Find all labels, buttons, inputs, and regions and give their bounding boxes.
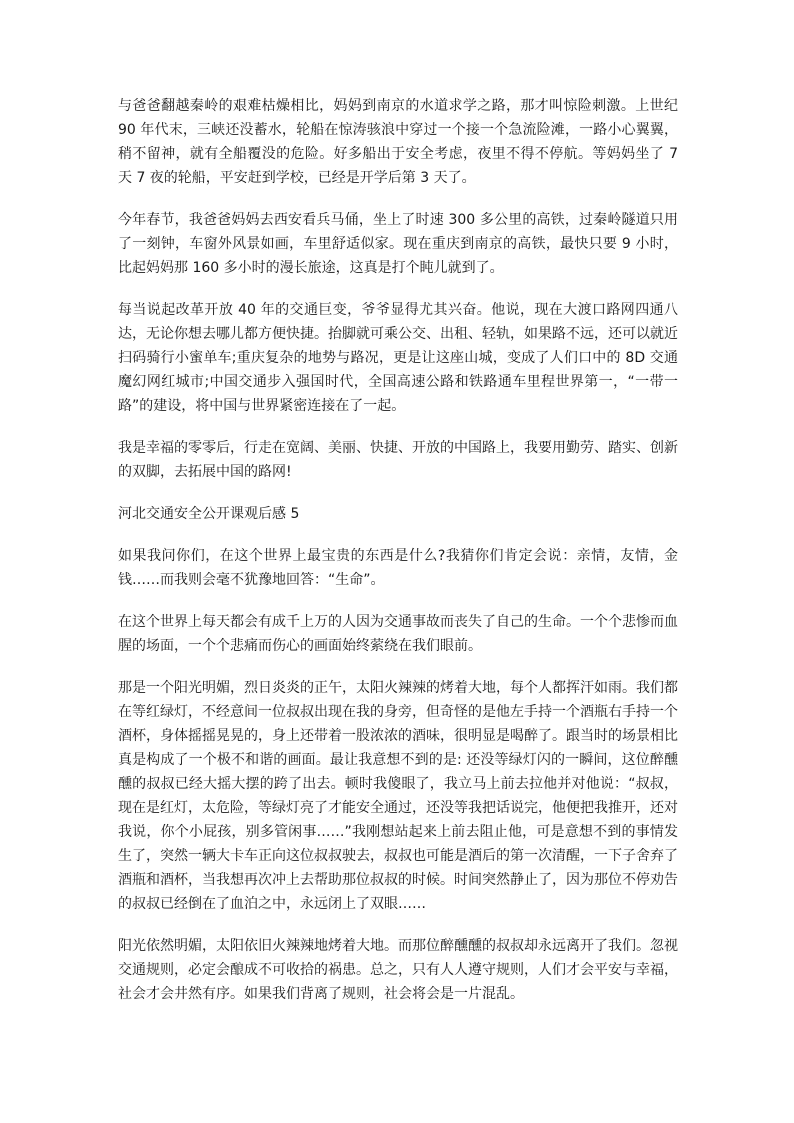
paragraph-drunk-uncle-story: 那是一个阳光明媚，烈日炎炎的正午，太阳火辣辣的烤着大地，每个人都挥汗如雨。我们都在等红绿灯，不经意间一位叔叔出现在我的身旁，但奇怪的是他左手持一个酒瓶右手持一个酒杯，身体摇摇晃晃的，身上还带着一股浓浓的酒味，很明显是喝醉了。跟当时的场景相比真是构成了一个极不和谐的画面。最让我意想不到的是: 还没等绿灯闪的一瞬间，这位醉醺醺的叔叔已经大摇大摆的跨了出去。顿时我傻眼了，我立马上前去拉他并对他说：“叔叔，现在是红灯，太危险，等绿灯亮了才能安全通过，还没等我把话说完，他便把我推开，还对我说，你个小屁孩，别多管闲事……”我刚想站起来上前去阻止他，可是意想不到的事情发生了，突然一辆大卡车正向这位叔叔驶去，叔叔也可能是酒后的第一次清醒，一下子舍弃了酒瓶和酒杯，当我想再次冲上去帮助那位叔叔的时候。时间突然静止了，因为那位不停劝告的叔叔已经倒在了血泊之中，永远闭上了双眼…… bbox=[118, 680, 678, 912]
paragraph-flashback-river-journey: 与爸爸翻越秦岭的艰难枯燥相比，妈妈到南京的水道求学之路，那才叫惊险刺激。上世纪 90 年代末，三峡还没蓄水，轮船在惊涛骇浪中穿过一个接一个急流险滩，一路小心翼翼，稍不留神，就有全船覆没的危险。好多船出于安全考虑，夜里不得不停航。等妈妈坐了 7 天 7 夜的轮船，平安赶到学校，已经是开学后第 3 天了。 bbox=[118, 98, 678, 186]
paragraph-most-precious-thing: 如果我问你们，在这个世界上最宝贵的东西是什么?我猜你们肯定会说：亲情，友情，金钱……而我则会毫不犹豫地回答：“生命”。 bbox=[118, 548, 678, 588]
document-body bbox=[118, 94, 678, 1024]
paragraph-conclusion-road-network: 我是幸福的零零后，行走在宽阔、美丽、快捷、开放的中国路上，我要用勤劳、踏实、创新的双脚，去拓展中国的路网! bbox=[118, 440, 678, 480]
essay-title: 河北交通安全公开课观后感 5 bbox=[118, 506, 300, 522]
paragraph-traffic-deaths: 在这个世界上每天都会有成千上万的人因为交通事故而丧失了自己的生命。一个个悲惨而血腥的场面，一个个悲痛而伤心的画面始终萦绕在我们眼前。 bbox=[118, 614, 678, 654]
paragraph-obey-rules: 阳光依然明媚，太阳依旧火辣辣地烤着大地。而那位醉醺醺的叔叔却永远离开了我们。忽视交通规则，必定会酿成不可收拾的祸患。总之，只有人人遵守规则，人们才会平安与幸福，社会才会井然有序。如果我们背离了规则，社会将会是一片混乱。 bbox=[118, 938, 678, 1002]
paragraph-transport-changes: 每当说起改革开放 40 年的交通巨变，爷爷显得尤其兴奋。他说，现在大渡口路网四通八达，无论你想去哪儿都方便快捷。抬脚就可乘公交、出租、轻轨，如果路不远，还可以就近扫码骑行小蜜单车;重庆复杂的地势与路况，更是让这座山城，变成了人们口中的 8D 交通魔幻网红城市;中国交通步入强国时代，全国高速公路和铁路通车里程世界第一，“一带一路”的建设，将中国与世界紧密连接在了一起。 bbox=[118, 302, 678, 414]
paragraph-high-speed-rail: 今年春节，我爸爸妈妈去西安看兵马俑，坐上了时速 300 多公里的高铁，过秦岭隧道只用了一刻钟，车窗外风景如画，车里舒适似家。现在重庆到南京的高铁，最快只要 9 小时，比起妈妈那 160 多小时的漫长旅途，这真是打个盹儿就到了。 bbox=[118, 212, 678, 276]
